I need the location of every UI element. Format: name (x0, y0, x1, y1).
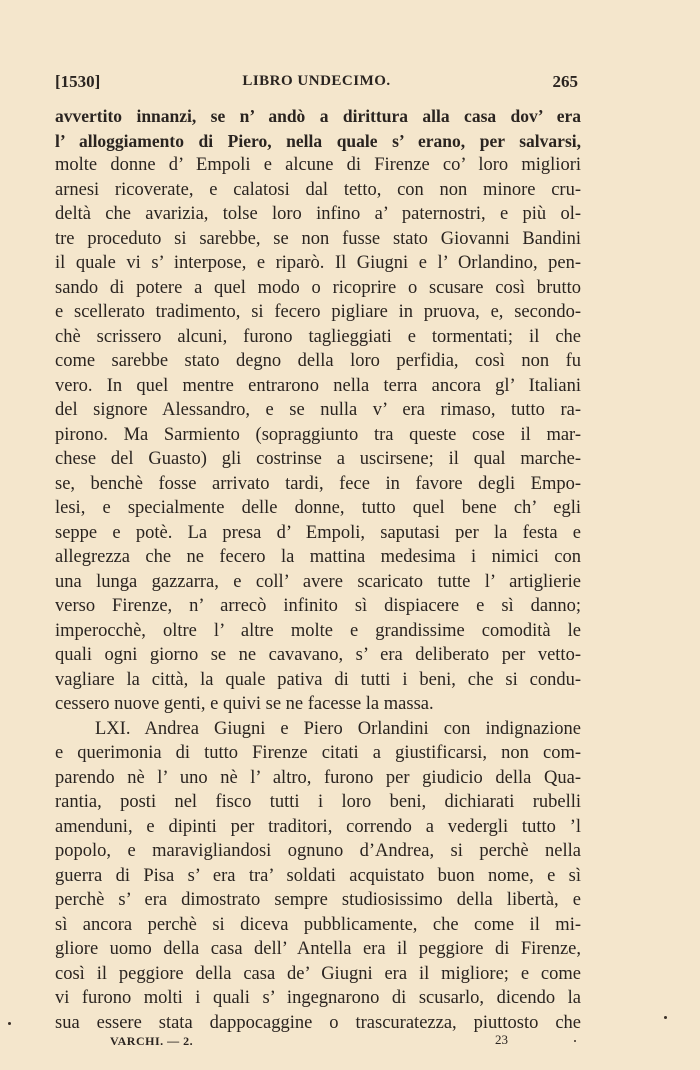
ink-speck (574, 1040, 576, 1042)
text-line: e scellerato tradimento, si fecero pigliare in pruova, e, secondo- (55, 302, 581, 322)
text-line: verso Firenze, n’ arrecò infinito sì dispiacere e sì danno; (55, 596, 581, 616)
paragraph-end-line: cessero nuove genti, e quivi se ne facesse la massa. (55, 694, 434, 714)
text-line: rantia, posti nel fisco tutti i loro beni, dichiarati rubelli (55, 792, 581, 812)
section-start-line: LXI. Andrea Giugni e Piero Orlandini con indignazione (95, 718, 581, 739)
page-footer (110, 1034, 530, 1050)
text-line: come sarebbe stato degno della loro perfidia, così non fu (55, 351, 581, 371)
text-line: chè scrissero alcuni, furono taglieggiati e tormentati; il che (55, 326, 581, 347)
body-text (55, 104, 581, 1035)
text-line: allegrezza che ne fecero la mattina medesima i nimici con (55, 547, 581, 567)
text-line: deltà che avarizia, tolse loro infino a’ paternostri, e più ol- (55, 204, 581, 224)
text-line: e querimonia di tutto Firenze citati a giustificarsi, non com- (55, 743, 581, 763)
text-line: sì ancora perchè si diceva pubblicamente, che come il mi- (55, 914, 581, 935)
text-line: imperocchè, oltre l’ altre molte e grandissime comodità le (55, 620, 581, 641)
ink-speck (8, 1022, 11, 1025)
text-line: vero. In quel mentre entrarono nella terra ancora gl’ Italiani (55, 375, 581, 396)
text-line: sua essere stata dappocaggine o trascuratezza, piuttosto che (55, 1012, 581, 1033)
running-head (55, 72, 578, 94)
text-line: quali ogni giorno se ne cavavano, s’ era deliberato per vetto- (55, 645, 581, 665)
gathering-number: 23 (495, 1032, 508, 1047)
text-line: chese del Guasto) gli costrinse a uscirsene; il qual marche- (55, 449, 581, 469)
text-line: se, benchè fosse arrivato tardi, fece in favore degli Empo- (55, 473, 581, 494)
text-line: pirono. Ma Sarmiento (sopraggiunto tra queste cose il mar- (55, 424, 581, 445)
text-line: molte donne d’ Empoli e alcune di Firenze co’ loro migliori (55, 155, 581, 175)
text-line: guerra di Pisa s’ era tra’ soldati acquistato buon nome, e sì (55, 865, 581, 886)
text-line: avvertito innanzi, se n’ andò a dirittura alla casa dov’ era (55, 106, 581, 126)
text-line: vagliare la città, la quale pativa di tutti i beni, che si condu- (55, 669, 581, 690)
text-line: vi furono molti i quali s’ ingegnarono di scusarlo, dicendo la (55, 988, 581, 1008)
text-line: amenduni, e dipinti per traditori, correndo a vedergli tutto ’l (55, 816, 581, 837)
text-line: popolo, e maravigliandosi ognuno d’Andrea, si perchè nella (55, 841, 581, 861)
text-line: tre proceduto si sarebbe, se non fusse stato Giovanni Bandini (55, 228, 581, 249)
text-line: seppe e potè. La presa d’ Empoli, saputasi per la festa e (55, 522, 581, 543)
text-line: parendo nè l’ uno nè l’ altro, furono per giudicio della Qua- (55, 767, 581, 788)
text-line: il quale vi s’ interpose, e riparò. Il Giugni e l’ Orlandino, pen- (55, 253, 581, 273)
text-line: l’ alloggiamento di Piero, nella quale s’ erano, per salvarsi, (55, 130, 581, 151)
year-bracket: [1530] (55, 72, 101, 91)
text-line: una lunga gazzarra, e coll’ avere scaricato tutte l’ artiglierie (55, 571, 581, 592)
text-line: sando di potere a quel modo o ricoprire o scusare così brutto (55, 277, 581, 298)
text-line: perchè s’ era dimostrato sempre studiosissimo della libertà, e (55, 890, 581, 910)
text-line: lesi, e specialmente delle donne, tutto quel bene ch’ egli (55, 498, 581, 518)
ink-speck (664, 1016, 667, 1019)
text-line: arnesi ricoverate, e calatosi dal tetto, con non minore cru- (55, 179, 581, 200)
text-line: gliore uomo della casa dell’ Antella era il peggiore di Firenze, (55, 939, 581, 959)
book-title: LIBRO UNDECIMO. (242, 73, 391, 89)
signature-mark: VARCHI. — 2. (110, 1034, 194, 1048)
text-line: del signore Alessandro, e se nulla v’ era rimaso, tutto ra- (55, 400, 581, 420)
page-number: 265 (552, 72, 578, 91)
text-line: così il peggiore della casa de’ Giugni era il migliore; e come (55, 963, 581, 984)
